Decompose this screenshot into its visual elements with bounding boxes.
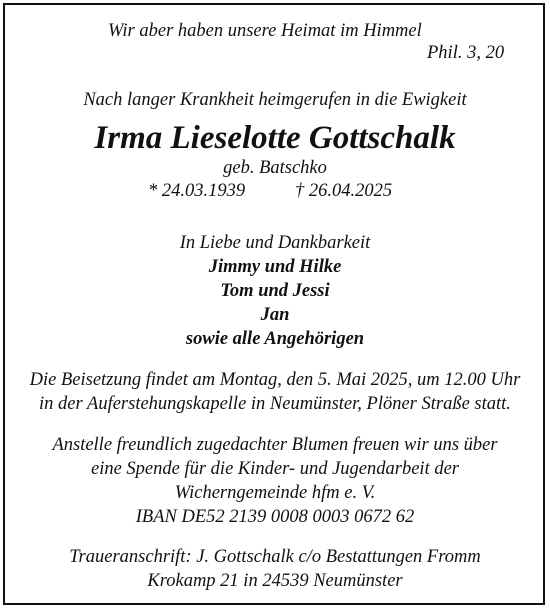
mourner-name: Jimmy und Hilke	[208, 257, 342, 277]
address-line: Krokamp 21 in 24539 Neumünster	[147, 571, 403, 591]
life-dates	[0, 180, 550, 202]
mourner-name: sowie alle Angehörigen	[185, 329, 365, 349]
mourner-name: Tom und Jessi	[220, 281, 330, 301]
maiden-name: geb. Batschko	[223, 158, 327, 178]
funeral-line: in der Auferstehungskapelle in Neumünster, Plöner Straße statt.	[39, 394, 511, 414]
donation-line: eine Spende für die Kinder- und Jugendarbeit der	[90, 459, 459, 479]
iban-line: IBAN DE52 2139 0008 0003 0672 62	[135, 507, 415, 527]
deceased-name: Irma Lieselotte Gottschalk	[94, 120, 456, 156]
verse-text: Wir aber haben unsere Heimat im Himmel	[108, 21, 422, 41]
birth-date: * 24.03.1939	[148, 181, 246, 201]
address-line: Traueranschrift: J. Gottschalk c/o Bestattungen Fromm	[69, 547, 481, 567]
donation-line: Wicherngemeinde hfm e. V.	[174, 483, 376, 503]
intro-line: Nach langer Krankheit heimgerufen in die Ewigkeit	[83, 90, 467, 110]
funeral-line: Die Beisetzung findet am Montag, den 5. Mai 2025, um 12.00 Uhr	[29, 370, 521, 390]
mourners-intro: In Liebe und Dankbarkeit	[179, 233, 371, 253]
donation-line: Anstelle freundlich zugedachter Blumen freuen wir uns über	[52, 435, 498, 455]
verse-reference: Phil. 3, 20	[427, 43, 505, 63]
death-date: † 26.04.2025	[295, 181, 393, 201]
mourner-name: Jan	[260, 305, 290, 325]
